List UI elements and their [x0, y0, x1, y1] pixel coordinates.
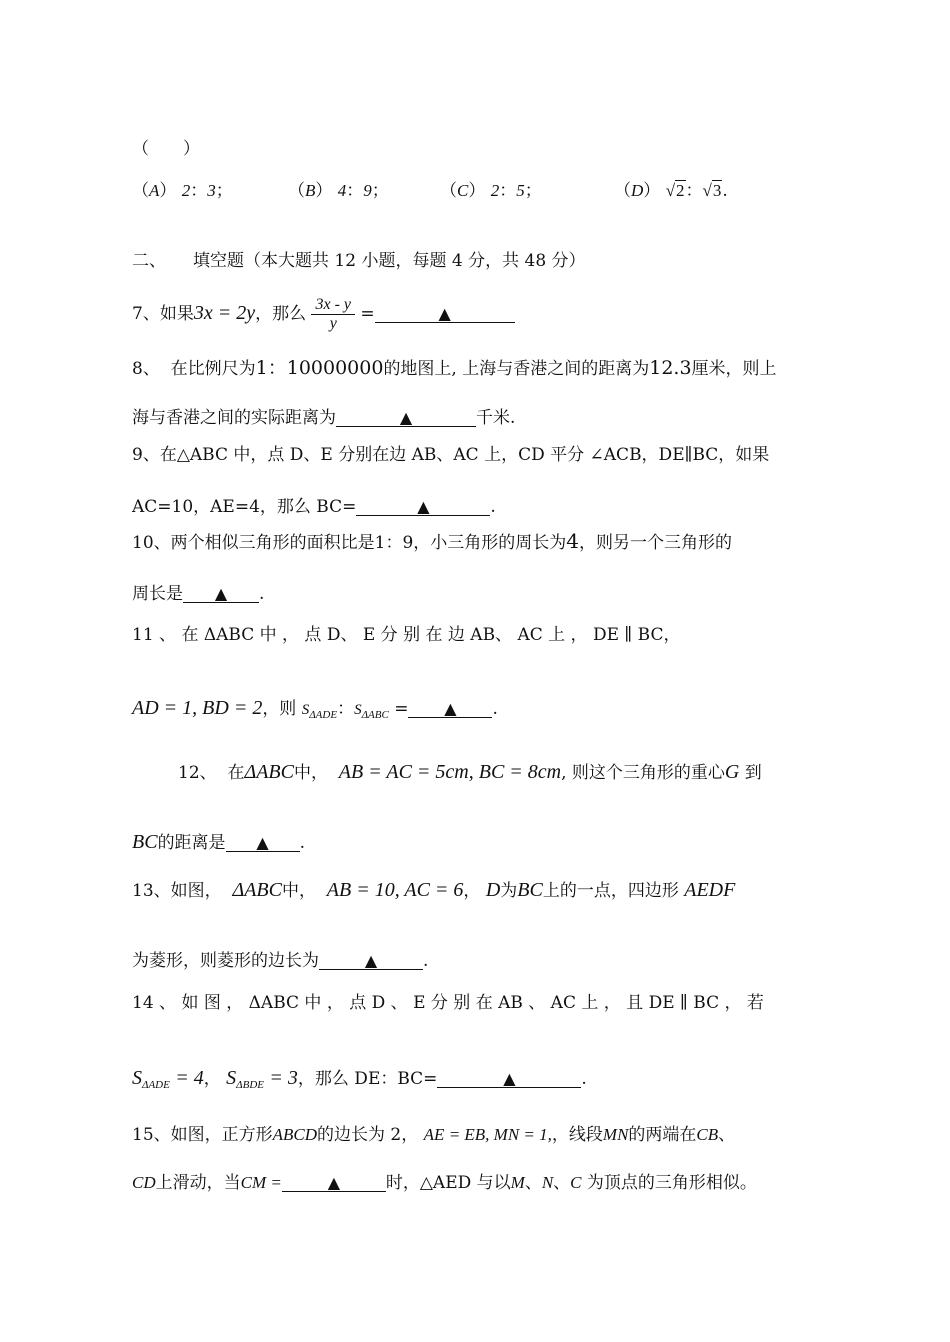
- question-9-line-1: 9、在△ABC 中，点 D、E 分别在边 AB、AC 上，CD 平分 ∠ACB，DE∥BC，如果: [132, 445, 770, 465]
- answer-blank[interactable]: [356, 497, 490, 516]
- answer-blank[interactable]: [183, 584, 259, 603]
- question-13-line-1: 13、如图， ΔABC中， AB = 10, AC = 6， D为BC上的一点，四边形 AEDF: [132, 879, 736, 901]
- answer-blank[interactable]: [375, 304, 515, 323]
- question-12-line-2: BC的距离是 ▲ .: [132, 831, 305, 853]
- question-8-line-2: 海与香港之间的实际距离为 ▲ 千米.: [132, 408, 516, 428]
- question-14-line-1: 14 、 如 图 ， ΔABC 中 ， 点 D 、 E 分 别 在 AB 、 AC 上 ， 且 DE ∥ BC ， 若: [132, 993, 764, 1013]
- answer-blank[interactable]: [319, 951, 423, 970]
- question-14-line-2: $S_{\Delta ADE} = 4$， $S_{\Delta BDE} = 3$，那么 DE：BC= ▲ .: [132, 1067, 587, 1091]
- marker-triangle-icon: ▲: [256, 833, 269, 852]
- question-8-line-1: 8、 在比例尺为1：10000000的地图上, 上海与香港之间的距离为12.3厘米，则上: [132, 357, 777, 379]
- marker-triangle-icon: ▲: [417, 497, 430, 516]
- q6-option-d: （D） √2：√3.: [614, 181, 728, 201]
- answer-blank[interactable]: [282, 1173, 386, 1192]
- section-2-heading: 二、 填空题（本大题共 12 小题，每题 4 分，共 48 分）: [132, 251, 586, 271]
- marker-triangle-icon: ▲: [399, 408, 413, 427]
- question-11-line-1: 11 、 在 ΔABC 中 ， 点 D、 E 分 别 在 边 AB、 AC 上 ， DE ∥ BC，: [132, 625, 681, 645]
- marker-triangle-icon: ▲: [438, 304, 451, 323]
- answer-blank[interactable]: [226, 833, 300, 852]
- question-15-line-1: 15、如图，正方形ABCD的边长为 2， AE = EB, MN = 1,，线段MN的两端在CB、: [132, 1125, 736, 1145]
- q6-option-b: （B） 4：9；: [288, 181, 389, 201]
- q6-option-a: （A） 2：3；: [132, 181, 233, 201]
- marker-triangle-icon: ▲: [503, 1069, 516, 1088]
- q7-fraction: $\frac{3x - y}{y}$: [311, 296, 355, 333]
- question-12-line-1: 12、 在ΔABC中， AB = AC = 5cm, BC = 8cm, 则这个三角形的重心G 到: [178, 761, 762, 783]
- answer-blank[interactable]: [408, 699, 492, 718]
- question-13-line-2: 为菱形，则菱形的边长为 ▲ .: [132, 951, 429, 971]
- marker-triangle-icon: ▲: [327, 1173, 341, 1192]
- marker-triangle-icon: ▲: [364, 951, 378, 970]
- question-11-line-2: AD = 1, BD = 2，则 $S_{\Delta ADE}$：$S_{\Delta ABC}$ = ▲ .: [132, 697, 498, 721]
- question-10-line-2: 周长是 ▲ .: [132, 584, 265, 604]
- marker-triangle-icon: ▲: [444, 699, 457, 718]
- question-10-line-1: 10、两个相似三角形的面积比是1：9，小三角形的周长为4，则另一个三角形的: [132, 529, 733, 553]
- q6-paren: （ ）: [132, 139, 200, 159]
- question-15-line-2: CD上滑动，当CM = ▲ 时，△AED 与以M、N、C 为顶点的三角形相似。: [132, 1173, 757, 1193]
- q6-option-c: （C） 2：5；: [440, 181, 542, 201]
- question-7: 7、如果3x = 2y，那么 $\frac{3x - y}{y}$ = ▲: [132, 296, 515, 333]
- question-9-line-2: AC=10，AE=4，那么 BC= ▲ .: [132, 497, 496, 517]
- answer-blank[interactable]: [336, 408, 476, 427]
- answer-blank[interactable]: [437, 1069, 581, 1088]
- marker-triangle-icon: ▲: [214, 584, 228, 603]
